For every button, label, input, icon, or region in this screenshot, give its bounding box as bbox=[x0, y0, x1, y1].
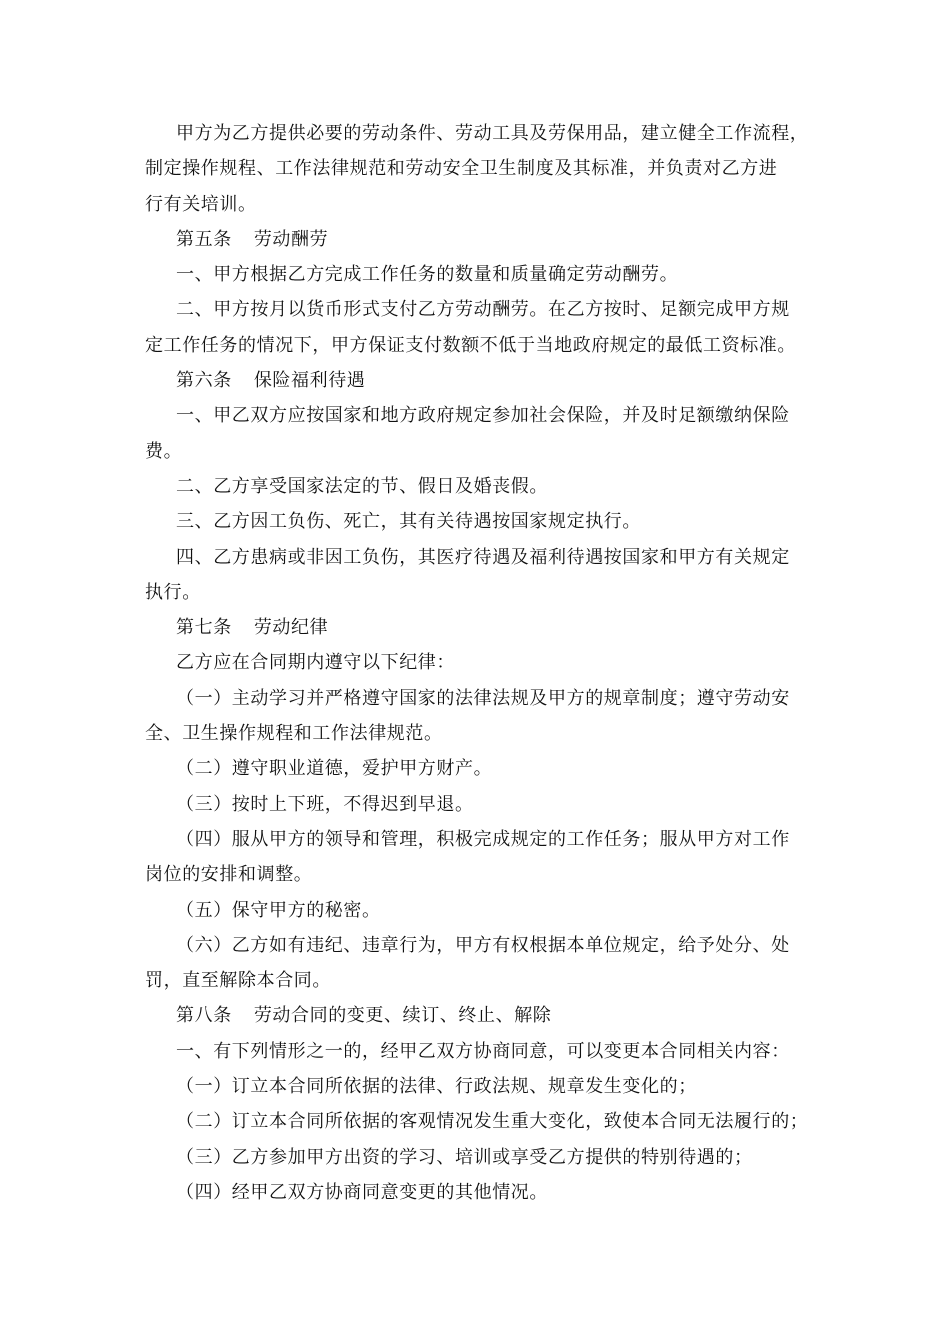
paragraph-line: （三）乙方参加甲方出资的学习、培训或享受乙方提供的特别待遇的； bbox=[176, 1146, 753, 1168]
paragraph-line: 制定操作规程、工作法律规范和劳动安全卫生制度及其标准，并负责对乙方进 bbox=[145, 158, 778, 180]
paragraph-line: （二）订立本合同所依据的客观情况发生重大变化，致使本合同无法履行的； bbox=[176, 1111, 809, 1133]
paragraph-line: 执行。 bbox=[145, 581, 201, 603]
paragraph-line: （四）服从甲方的领导和管理，积极完成规定的工作任务；服从甲方对工作 bbox=[176, 828, 790, 850]
article-title: 劳动纪律 bbox=[253, 617, 329, 639]
document-body bbox=[145, 116, 813, 1210]
paragraph-line: （四）经甲乙双方协商同意变更的其他情况。 bbox=[176, 1181, 548, 1203]
paragraph-line: 甲方为乙方提供必要的劳动条件、劳动工具及劳保用品，建立健全工作流程， bbox=[176, 123, 809, 144]
paragraph-line: 二、甲方按月以货币形式支付乙方劳动酬劳。在乙方按时、足额完成甲方规 bbox=[176, 299, 790, 321]
article-title: 劳动合同的变更、续订、终止、解除 bbox=[253, 1005, 552, 1027]
paragraph-line: 行有关培训。 bbox=[145, 193, 257, 215]
article-heading-8 bbox=[145, 998, 813, 1033]
paragraph-line: （六）乙方如有违纪、违章行为，甲方有权根据本单位规定，给予处分、处 bbox=[176, 934, 790, 956]
article-number: 第五条 bbox=[176, 228, 232, 250]
paragraph-line: （三）按时上下班，不得迟到早退。 bbox=[176, 793, 474, 815]
paragraph-line: （一）主动学习并严格遵守国家的法律法规及甲方的规章制度；遵守劳动安 bbox=[176, 687, 790, 709]
paragraph-line: （二）遵守职业道德，爱护甲方财产。 bbox=[176, 758, 493, 780]
paragraph-line: 费。 bbox=[145, 440, 183, 462]
paragraph-line: 乙方应在合同期内遵守以下纪律： bbox=[176, 652, 455, 674]
article-title: 保险福利待遇 bbox=[253, 370, 366, 392]
paragraph-line: 罚，直至解除本合同。 bbox=[145, 970, 331, 992]
article-number: 第七条 bbox=[176, 617, 232, 639]
article-heading-5 bbox=[145, 222, 813, 257]
paragraph-line: 全、卫生操作规程和工作法律规范。 bbox=[145, 723, 443, 745]
paragraph-line: 定工作任务的情况下，甲方保证支付数额不低于当地政府规定的最低工资标准。 bbox=[145, 334, 796, 356]
paragraph-line: 二、乙方享受国家法定的节、假日及婚丧假。 bbox=[176, 475, 548, 497]
paragraph-line: （五）保守甲方的秘密。 bbox=[176, 899, 381, 921]
article-heading-6 bbox=[145, 363, 813, 398]
paragraph-line: （一）订立本合同所依据的法律、行政法规、规章发生变化的； bbox=[176, 1076, 697, 1098]
paragraph-line: 一、有下列情形之一的，经甲乙双方协商同意，可以变更本合同相关内容： bbox=[176, 1040, 790, 1062]
paragraph-line: 四、乙方患病或非因工负伤，其医疗待遇及福利待遇按国家和甲方有关规定 bbox=[176, 546, 790, 568]
article-heading-7 bbox=[145, 610, 813, 645]
article-number: 第八条 bbox=[176, 1005, 232, 1027]
paragraph-line: 三、乙方因工负伤、死亡，其有关待遇按国家规定执行。 bbox=[176, 511, 641, 533]
article-title: 劳动酬劳 bbox=[253, 228, 329, 250]
paragraph-line: 岗位的安排和调整。 bbox=[145, 864, 313, 886]
paragraph-line: 一、甲乙双方应按国家和地方政府规定参加社会保险，并及时足额缴纳保险 bbox=[176, 405, 790, 427]
paragraph-line: 一、甲方根据乙方完成工作任务的数量和质量确定劳动酬劳。 bbox=[176, 264, 679, 286]
article-number: 第六条 bbox=[176, 370, 232, 392]
